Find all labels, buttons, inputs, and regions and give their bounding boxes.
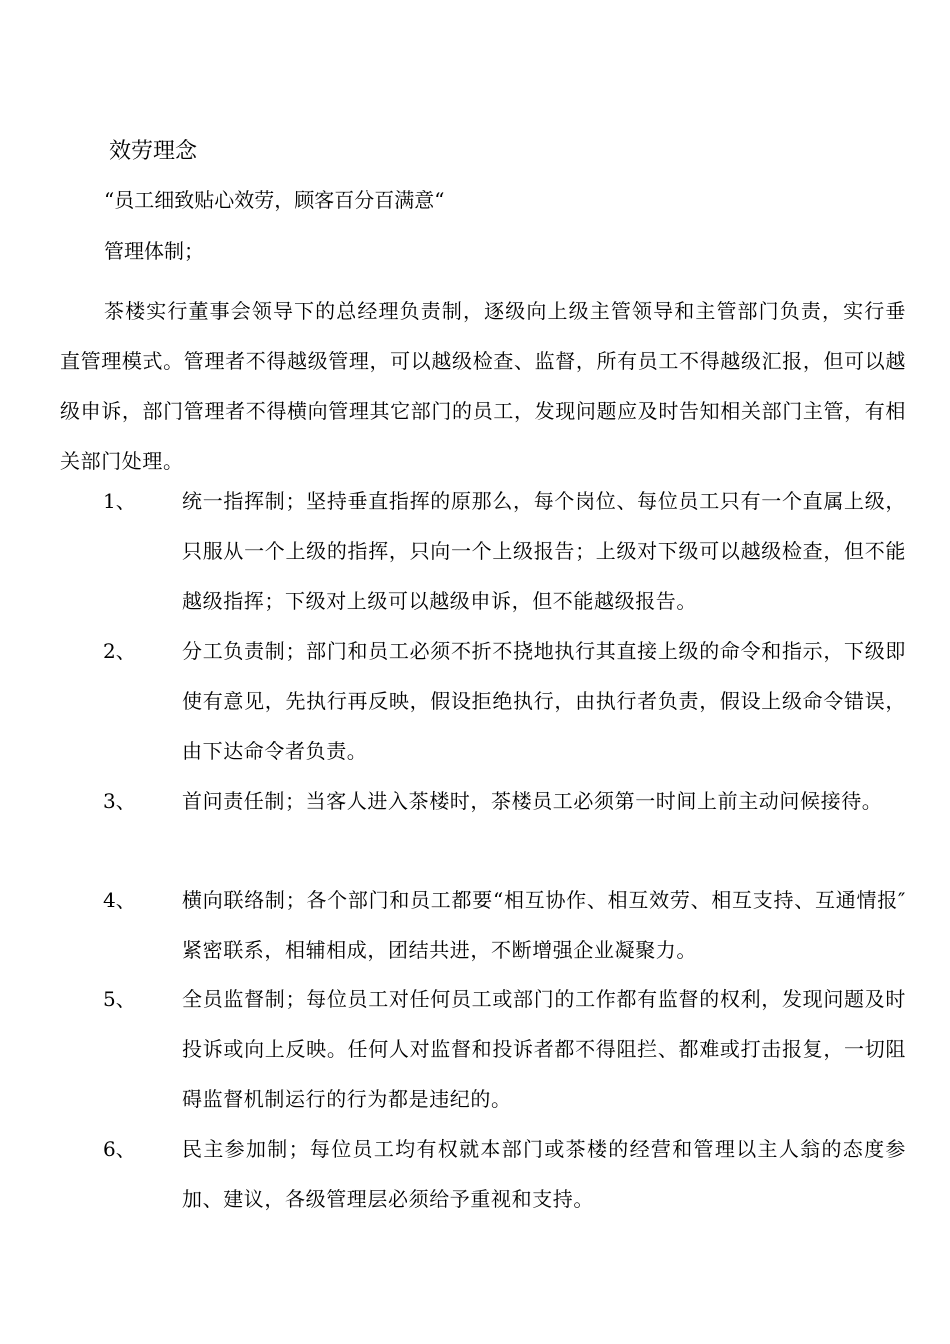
management-subheading: 管理体制； <box>104 239 204 263</box>
list-item-number: 4、 <box>103 888 136 912</box>
list-item-text: 首问责任制；当客人进入茶楼时，茶楼员工必须第一时间上前主动问候接待。 <box>182 789 883 813</box>
list-item-number: 2、 <box>103 639 136 663</box>
list-item-number: 1、 <box>103 489 136 513</box>
management-paragraph: 茶楼实行董事会领导下的总经理负责制，逐级向上级主管领导和主管部门负责，实行垂直管理模式。管理者不得越级管理，可以越级检查、监督，所有员工不得越级汇报，但可以越级申诉，部门管理者不得横向管理其它部门的员工，发现问题应及时告知相关部门主管，有相关部门处理。 <box>60 299 906 473</box>
service-motto: “员工细致贴心效劳，顾客百分百满意“ <box>104 188 445 212</box>
list-item-number: 6、 <box>103 1137 136 1161</box>
section-heading: 效劳理念 <box>109 139 198 164</box>
list-item-text: 分工负责制；部门和员工必须不折不挠地执行其直接上级的命令和指示，下级即使有意见，先执行再反映，假设拒绝执行，由执行者负责，假设上级命令错误，由下达命令者负责。 <box>182 639 906 763</box>
list-item-number: 3、 <box>103 789 136 813</box>
list-item-text: 全员监督制；每位员工对任何员工或部门的工作都有监督的权利，发现问题及时投诉或向上反映。任何人对监督和投诉者都不得阻拦、都难或打击报复，一切阻碍监督机制运行的行为都是违纪的。 <box>182 987 906 1111</box>
list-item-text: 横向联络制；各个部门和员工都要“相互协作、相互效劳、相互支持、互通情报″紧密联系，相辅相成，团结共进，不断增强企业凝聚力。 <box>182 888 906 962</box>
list-item-text: 统一指挥制；坚持垂直指挥的原那么，每个岗位、每位员工只有一个直属上级，只服从一个上级的指挥，只向一个上级报告；上级对下级可以越级检查，但不能越级指挥；下级对上级可以越级申诉，但不能越级报告。 <box>182 489 906 613</box>
list-item-number: 5、 <box>103 987 136 1011</box>
list-item-text: 民主参加制；每位员工均有权就本部门或茶楼的经营和管理以主人翁的态度参加、建议，各级管理层必须给予重视和支持。 <box>182 1137 906 1211</box>
